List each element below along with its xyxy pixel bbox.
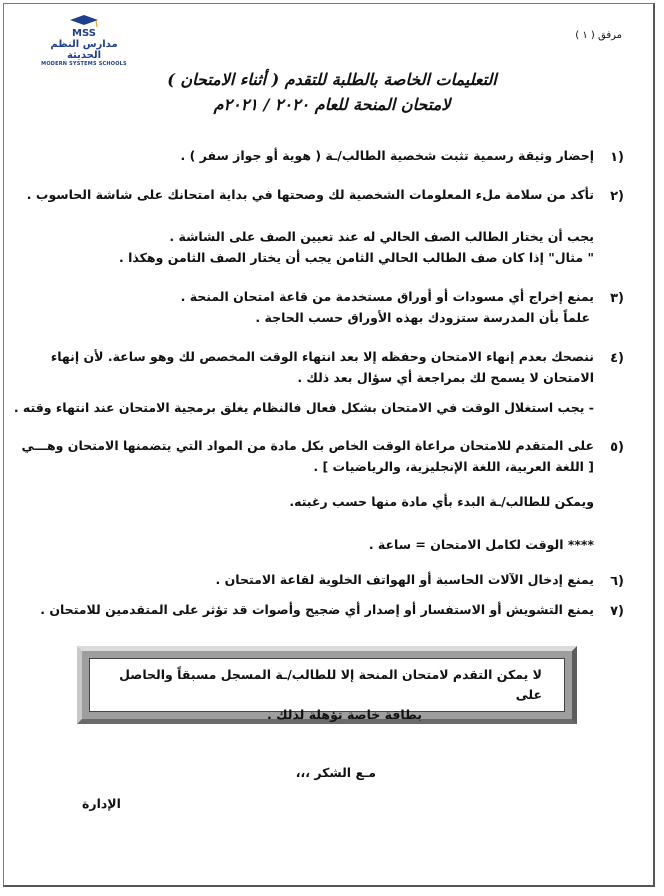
logo-arabic-name: مدارس النظم الحديثة <box>50 39 118 61</box>
item-subtext: - يجب استغلال الوقت في الامتحان بشكل فعال فالنظام يغلق برمجية الامتحان عند انتهاء وقته . <box>13 400 594 415</box>
item-number: ٧) <box>610 604 624 619</box>
item-number: ٣) <box>610 291 624 306</box>
notice-box <box>77 646 577 724</box>
item-number: ٢) <box>610 189 624 204</box>
page-title: التعليمات الخاصة بالطلبة للتقدم ( أثناء الامتحان ) <box>167 70 497 89</box>
item-number: ١) <box>610 150 624 165</box>
signature: الإدارة <box>82 796 121 811</box>
item-text: تأكد من سلامة ملء المعلومات الشخصية لك وصحتها في بداية امتحانك على شاشة الحاسوب . <box>26 187 594 202</box>
item-number: ٥) <box>610 440 624 455</box>
item-number: ٦) <box>610 574 624 589</box>
item-text: يمنع إدخال الآلات الحاسبة أو الهواتف الخلوية لقاعة الامتحان . <box>215 572 594 587</box>
logo-abbrev: MSS <box>72 28 96 38</box>
item-text: [ اللغة العربية، اللغة الإنجليزية، والرياضيات ] . <box>313 459 594 474</box>
item-text: يمنع إخراج أي مسودات أو أوراق مستخدمة من قاعة امتحان المنحة . <box>180 289 594 304</box>
graduation-cap-icon <box>54 14 114 38</box>
item-text: علماً بأن المدرسة ستزودك بهذه الأوراق حسب الحاجة . <box>255 310 590 325</box>
item-text: إحضار وثيقة رسمية تثبت شخصية الطالب/ـة ( هوية أو جواز سفر ) . <box>180 148 594 163</box>
school-logo <box>34 14 134 67</box>
item-text: الامتحان لا يسمح لك بمراجعة أي سؤال بعد ذلك . <box>297 370 594 385</box>
item-text: ننصحك بعدم إنهاء الامتحان وحفظه إلا بعد انتهاء الوقت المخصص لك وهو ساعة. لأن إنهاء <box>50 349 594 364</box>
item-text: على المتقدم للامتحان مراعاة الوقت الخاص بكل مادة من المواد التي يتضمنها الامتحان وهـــي <box>21 438 594 453</box>
attachment-label: مرفق ( ١ ) <box>575 30 622 41</box>
notice-content <box>89 658 565 722</box>
item-subtext: يجب أن يختار الطالب الصف الحالي له عند تعيين الصف على الشاشة . <box>169 229 594 244</box>
notice-line: بطاقة خاصة تؤهلة لذلك . <box>267 707 422 722</box>
item-number: ٤) <box>610 351 624 366</box>
logo-english-name: MODERN SYSTEMS SCHOOLS <box>41 61 127 67</box>
item-text: يمنع التشويش أو الاستفسار أو إصدار أي ضجيج وأصوات قد تؤثر على المتقدمين للامتحان . <box>40 602 594 617</box>
item-subtext: " مثال" إذا كان صف الطالب الحالي الثامن يجب أن يختار الصف الثامن وهكذا . <box>119 250 594 265</box>
notice-line: لا يمكن التقدم لامتحان المنحة إلا للطالب/ـة المسجل مسبقاً والحاصل على <box>119 667 542 702</box>
closing-text: مـع الشكر ،،، <box>295 765 376 780</box>
item-subtext: ويمكن للطالب/ـة البدء بأي مادة منها حسب رغبته. <box>289 494 594 509</box>
page-subtitle: لامتحان المنحة للعام ٢٠٢٠ / ٢٠٢١م <box>213 95 451 114</box>
item-subtext: **** الوقت لكامل الامتحان = ساعة . <box>368 537 594 552</box>
